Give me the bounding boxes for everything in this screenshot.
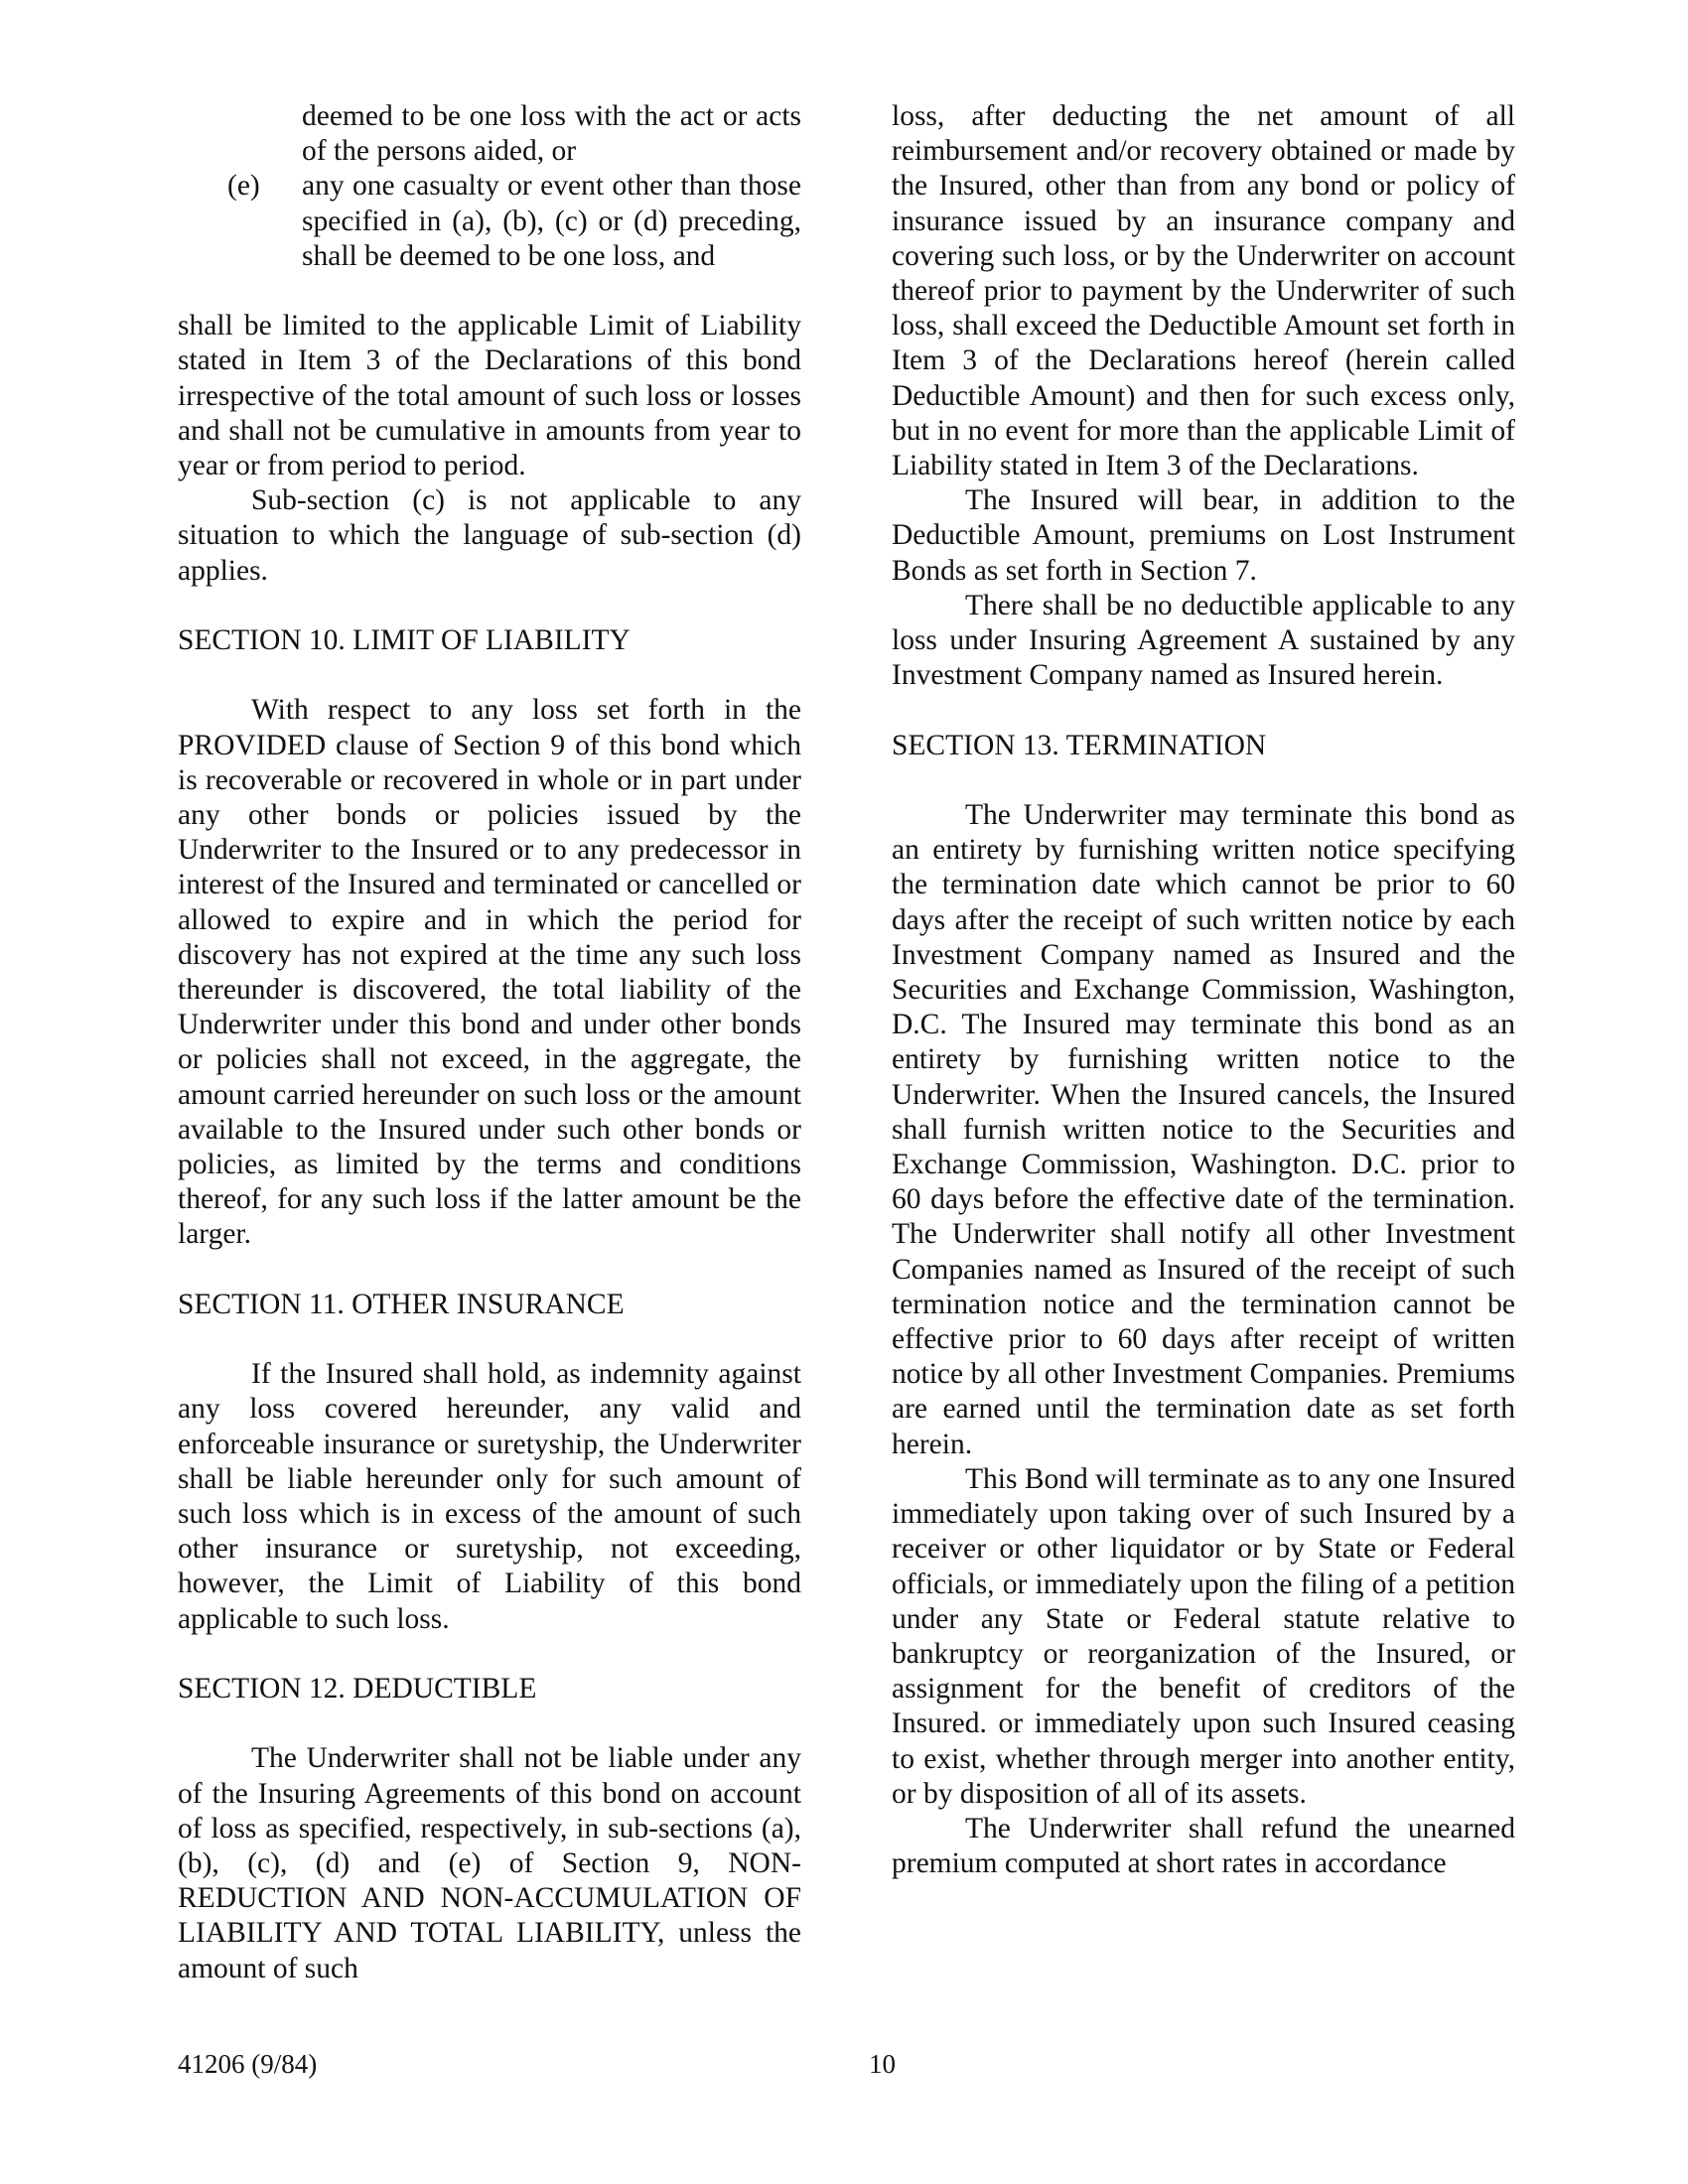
- section-13-para-2: This Bond will terminate as to any one Insured immediately upon taking over of such Insured by a receiver or other liquidator or by State or Federal officials, or immediately upon the filing of a petition under any State or Federal statute relative to bankruptcy or reorganization of the Insured, or assignment for the benefit of creditors of the Insured. or immediately upon such Insured ceasing to exist, whether through merger into another entity, or by disposition of all of its assets.: [892, 1462, 1515, 1810]
- section-11-body: If the Insured shall hold, as indemnity against any loss covered hereunder, any valid and enforceable insurance or suretyship, the Underwriter shall be liable hereunder only for such amount of such loss which is in excess of the amount of such other insurance or suretyship, not exceeding, however, the Limit of Liability of this bond applicable to such loss.: [178, 1358, 801, 1635]
- section-10-body: With respect to any loss set forth in the PROVIDED clause of Section 9 of this bond which is recoverable or recovered in whole or in part under any other bonds or policies issued by the Underwriter to the Insured or to any predecessor in interest of the Insured and terminated or cancelled or allowed to expire and in which the period for discovery has not expired at the time any such loss thereunder is discovered, the total liability of the Underwriter under this bond and under other bonds or policies shall not exceed, in the aggregate, the amount carried hereunder on such loss or the amount available to the Insured under such other bonds or policies, as limited by the terms and conditions thereof, for any such loss if the latter amount be the larger.: [178, 694, 801, 1251]
- left-column: [178, 99, 801, 1986]
- premiums-paragraph: The Insured will bear, in addition to the Deductible Amount, premiums on Lost Instrument Bonds as set forth in Section 7.: [892, 484, 1515, 587]
- section-12-heading: SECTION 12. DEDUCTIBLE: [178, 1673, 537, 1706]
- page-number: 10: [869, 2049, 896, 2079]
- right-column: [892, 99, 1515, 1881]
- item-d-continuation: deemed to be one loss with the act or acts of the persons aided, or: [302, 100, 801, 168]
- section-13-para-1: The Underwriter may terminate this bond as an entirety by furnishing written notice specifying the termination date which cannot be prior to 60 days after the receipt of such written notice by each Investment Company named as Insured and the Securities and Exchange Commission, Washington, D.C. The Insured may terminate this bond as an entirety by furnishing written notice to the Underwriter. When the Insured cancels, the Insured shall furnish written notice to the Securities and Exchange Commission, Washington. D.C. prior to 60 days before the effective date of the termination. The Underwriter shall notify all other Investment Companies named as Insured of the receipt of such termination notice and the termination cannot be effective prior to 60 days after receipt of written notice by all other Investment Companies. Premiums are earned until the termination date as set forth herein.: [892, 799, 1515, 1460]
- section-13-heading: SECTION 13. TERMINATION: [892, 729, 1267, 761]
- section-10-heading: SECTION 10. LIMIT OF LIABILITY: [178, 624, 631, 657]
- section-11-heading: SECTION 11. OTHER INSURANCE: [178, 1288, 625, 1320]
- limit-paragraph: shall be limited to the applicable Limit of Liability stated in Item 3 of the Declarations of this bond irrespective of the total amount of such loss or losses and shall not be cumulative in amounts from year to year or from period to period.: [178, 310, 801, 482]
- section-12-body: The Underwriter shall not be liable under any of the Insuring Agreements of this bond on account of loss as specified, respectively, in sub-sections (a), (b), (c), (d) and (e) of Section 9, NON-REDUCTION AND NON-ACCUMULATION OF LIABILITY AND TOTAL LIABILITY, unless the amount of such: [178, 1742, 801, 1984]
- no-deductible-paragraph: There shall be no deductible applicable to any loss under Insuring Agreement A sustained by any Investment Company named as Insured herein.: [892, 589, 1515, 692]
- list-item-text: any one casualty or event other than those specified in (a), (b), (c) or (d) preceding, shall be deemed to be one loss, and: [302, 170, 801, 272]
- form-number: 41206 (9/84): [178, 2049, 318, 2079]
- subsection-paragraph: Sub-section (c) is not applicable to any situation to which the language of sub-section (d) applies.: [178, 484, 801, 587]
- list-marker: (e): [227, 170, 260, 203]
- list-item-e: [178, 169, 801, 274]
- section-12-continuation: loss, after deducting the net amount of all reimbursement and/or recovery obtained or made by the Insured, other than from any bond or policy of insurance issued by an insurance company and covering such loss, or by the Underwriter on account thereof prior to payment by the Underwriter of such loss, shall exceed the Deductible Amount set forth in Item 3 of the Declarations hereof (herein called Deductible Amount) and then for such excess only, but in no event for more than the applicable Limit of Liability stated in Item 3 of the Declarations.: [892, 100, 1515, 482]
- section-13-para-3: The Underwriter shall refund the unearned premium computed at short rates in accordance: [892, 1812, 1515, 1880]
